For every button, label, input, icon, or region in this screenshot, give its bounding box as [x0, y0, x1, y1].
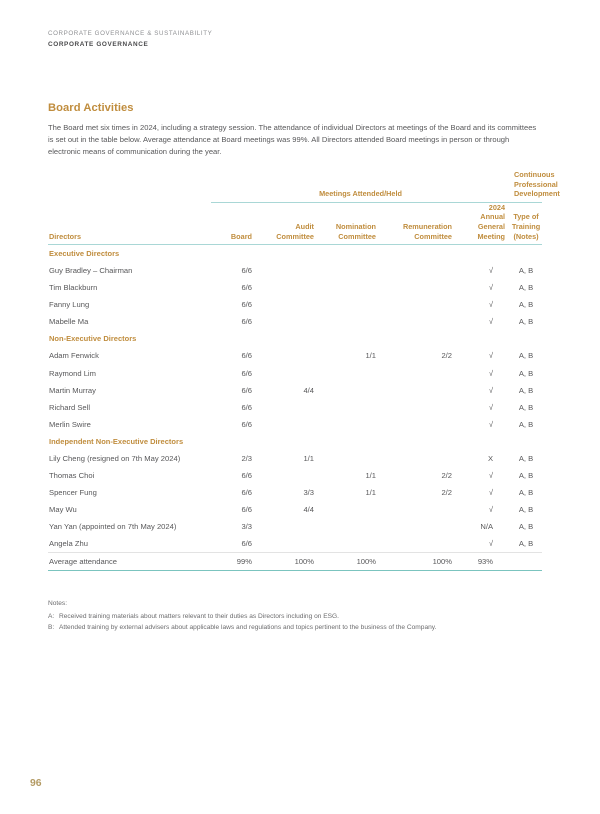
cell-remuneration-committee: 2/2	[441, 470, 452, 480]
cell-annual-general-meeting	[457, 245, 510, 263]
cell-type-of-training	[510, 330, 542, 347]
cell-type-of-training: A, B	[518, 470, 534, 480]
spanner-blank	[48, 170, 211, 202]
cell-type-of-training: A, B	[518, 504, 534, 514]
cell-annual-general-meeting: √	[488, 266, 494, 276]
cell-annual-general-meeting: √	[488, 351, 494, 361]
cell-annual-general-meeting: √	[488, 317, 494, 327]
spanner-continuous-professional-development	[510, 170, 560, 202]
cell-nomination-committee	[319, 296, 381, 313]
cell-audit-committee: 4/4	[303, 504, 314, 514]
cell-audit-committee	[257, 347, 319, 364]
cell-type-of-training: A, B	[518, 283, 534, 293]
cell-remuneration-committee	[381, 330, 457, 347]
table-row	[48, 484, 542, 501]
table-spanner-row	[48, 170, 542, 202]
cell-board: 6/6	[241, 385, 252, 395]
cell-audit-committee	[257, 313, 319, 330]
cell-board: 99%	[211, 553, 257, 571]
running-head-subsection: CORPORATE GOVERNANCE	[48, 41, 149, 48]
training-header-line-3: (Notes)	[513, 231, 539, 241]
table-body	[48, 245, 542, 570]
training-header-line-2: Training	[511, 221, 541, 231]
table-row	[48, 296, 542, 313]
nomination-header-line-2: Committee	[338, 231, 376, 241]
agm-header-line-3: General	[477, 221, 506, 231]
cell-remuneration-committee	[381, 450, 457, 467]
cell-remuneration-committee	[381, 364, 457, 381]
cell-nomination-committee	[319, 450, 381, 467]
remuneration-header-line-1: Remuneration	[402, 221, 452, 231]
table-bottom-rule	[48, 570, 542, 571]
cell-audit-committee	[257, 262, 319, 279]
director-name: Lily Cheng (resigned on 7th May 2024)	[49, 453, 181, 463]
table-row	[48, 313, 542, 330]
cell-remuneration-committee	[381, 416, 457, 433]
cell-annual-general-meeting: √	[488, 368, 494, 378]
cpd-line-1: Continuous	[514, 170, 555, 179]
cell-board: 6/6	[241, 538, 252, 548]
cell-audit-committee	[257, 518, 319, 535]
cell-annual-general-meeting: X	[487, 453, 494, 463]
notes-block	[48, 598, 542, 634]
table-group-row	[48, 330, 542, 347]
cell-remuneration-committee	[381, 433, 457, 450]
table-row	[48, 347, 542, 364]
cell-remuneration-committee	[381, 279, 457, 296]
cell-board: 6/6	[241, 300, 252, 310]
cell-nomination-committee	[319, 382, 381, 399]
director-name: Angela Zhu	[49, 538, 88, 548]
spanner-meetings-attended-held: Meetings Attended/Held	[211, 170, 510, 202]
cell-nomination-committee	[319, 518, 381, 535]
director-name: Tim Blackburn	[49, 283, 98, 293]
cell-type-of-training: A, B	[518, 521, 534, 531]
cell-audit-committee	[257, 399, 319, 416]
cpd-line-2: Professional	[514, 179, 558, 189]
cell-annual-general-meeting: √	[488, 300, 494, 310]
board-attendance-table	[48, 170, 560, 570]
cell-nomination-committee	[319, 399, 381, 416]
cell-nomination-committee: 1/1	[365, 351, 376, 361]
notes-list	[48, 611, 542, 634]
cell-remuneration-committee	[381, 262, 457, 279]
agm-header-line-2: Annual	[480, 212, 506, 222]
audit-header-line-2: Committee	[276, 231, 314, 241]
cell-remuneration-committee	[381, 399, 457, 416]
note-item	[48, 622, 542, 634]
cell-remuneration-committee: 2/2	[441, 487, 452, 497]
cell-annual-general-meeting: √	[488, 419, 494, 429]
director-name: Fanny Lung	[49, 300, 90, 310]
cell-remuneration-committee	[381, 313, 457, 330]
cell-annual-general-meeting: √	[488, 487, 494, 497]
cell-board: 6/6	[241, 351, 252, 361]
table-row	[48, 262, 542, 279]
note-key: A:	[48, 612, 55, 620]
cell-audit-committee	[257, 433, 319, 450]
cell-annual-general-meeting	[457, 330, 510, 347]
cell-annual-general-meeting: 93%	[457, 553, 510, 571]
running-head	[48, 29, 528, 50]
cell-board: 6/6	[241, 317, 252, 327]
remuneration-header-line-2: Committee	[414, 231, 452, 241]
cell-annual-general-meeting: √	[488, 538, 494, 548]
cell-type-of-training: A, B	[518, 351, 534, 361]
group-label: Non-Executive Directors	[49, 334, 137, 344]
table-row	[48, 535, 542, 553]
note-key: B:	[48, 624, 55, 632]
cell-board: 6/6	[241, 283, 252, 293]
table-total-row	[48, 553, 542, 571]
cell-type-of-training: A, B	[518, 368, 534, 378]
cell-type-of-training: A, B	[518, 419, 534, 429]
cell-board: 6/6	[241, 419, 252, 429]
cpd-line-3: Development	[514, 189, 560, 199]
cell-nomination-committee	[319, 279, 381, 296]
column-header-audit-committee	[257, 202, 319, 244]
table-group-row	[48, 245, 542, 263]
cell-type-of-training	[510, 245, 542, 263]
column-header-nomination-committee	[319, 202, 381, 244]
table-row	[48, 364, 542, 381]
notes-title: Notes:	[48, 600, 68, 607]
cell-annual-general-meeting: √	[488, 504, 494, 514]
cell-audit-committee: 100%	[257, 553, 319, 571]
table-row	[48, 450, 542, 467]
cell-nomination-committee	[319, 364, 381, 381]
page-title: Board Activities	[48, 102, 134, 114]
column-header-remuneration-committee	[381, 202, 457, 244]
cell-audit-committee: 4/4	[303, 385, 314, 395]
cell-audit-committee	[257, 245, 319, 263]
cell-audit-committee	[257, 330, 319, 347]
cell-nomination-committee	[319, 245, 381, 263]
cell-board	[211, 433, 257, 450]
note-text: Attended training by external advisers about applicable laws and regulations and topics pertinent to the business of the Company.	[59, 624, 437, 632]
cell-audit-committee	[257, 467, 319, 484]
column-header-board: Board	[211, 202, 257, 244]
cell-board: 3/3	[241, 521, 252, 531]
table-header-row	[48, 202, 542, 244]
cell-board: 6/6	[241, 402, 252, 412]
training-header-line-1: Type of	[513, 212, 539, 222]
cell-type-of-training: A, B	[518, 402, 534, 412]
cell-board	[211, 245, 257, 263]
nomination-header-line-1: Nomination	[335, 221, 376, 231]
column-header-directors: Directors	[48, 202, 211, 244]
cell-type-of-training: A, B	[518, 538, 534, 548]
cell-audit-committee	[257, 279, 319, 296]
cell-annual-general-meeting	[457, 433, 510, 450]
page-number: 96	[30, 778, 42, 789]
note-text: Received training materials about matters relevant to their duties as Directors including on ESG.	[59, 612, 340, 620]
cell-nomination-committee	[319, 501, 381, 518]
cell-remuneration-committee	[381, 501, 457, 518]
cell-board: 6/6	[241, 368, 252, 378]
cell-nomination-committee	[319, 330, 381, 347]
cell-audit-committee: 1/1	[303, 453, 314, 463]
cell-type-of-training: A, B	[518, 487, 534, 497]
column-header-annual-general-meeting	[457, 202, 510, 244]
column-header-type-of-training	[510, 202, 542, 244]
cell-type-of-training: A, B	[518, 453, 534, 463]
table-row	[48, 382, 542, 399]
cell-type-of-training	[510, 553, 542, 571]
cell-annual-general-meeting: N/A	[480, 521, 494, 531]
cell-audit-committee	[257, 416, 319, 433]
table-row	[48, 518, 542, 535]
director-name: May Wu	[49, 504, 77, 514]
audit-header-line-1: Audit	[295, 221, 314, 231]
cell-remuneration-committee	[381, 535, 457, 553]
running-head-section: CORPORATE GOVERNANCE & SUSTAINABILITY	[48, 30, 213, 37]
cell-nomination-committee	[319, 535, 381, 553]
cell-nomination-committee: 1/1	[365, 487, 376, 497]
board-attendance-table-wrapper	[48, 170, 560, 571]
cell-remuneration-committee: 2/2	[441, 351, 452, 361]
cell-remuneration-committee	[381, 245, 457, 263]
table-group-row	[48, 433, 542, 450]
cell-remuneration-committee	[381, 518, 457, 535]
cell-board: 2/3	[241, 453, 252, 463]
cell-board: 6/6	[241, 487, 252, 497]
cell-annual-general-meeting: √	[488, 470, 494, 480]
cell-nomination-committee	[319, 433, 381, 450]
cell-remuneration-committee	[381, 296, 457, 313]
director-name: Raymond Lim	[49, 368, 96, 378]
group-label: Independent Non-Executive Directors	[49, 436, 184, 446]
cell-annual-general-meeting: √	[488, 283, 494, 293]
agm-header-line-4: Meeting	[477, 231, 506, 241]
table-row	[48, 399, 542, 416]
table-row	[48, 279, 542, 296]
cell-type-of-training: A, B	[518, 385, 534, 395]
note-item	[48, 611, 542, 623]
cell-board	[211, 330, 257, 347]
director-name: Spencer Fung	[49, 487, 97, 497]
cell-annual-general-meeting: √	[488, 402, 494, 412]
director-name: Mabelle Ma	[49, 317, 89, 327]
cell-nomination-committee: 100%	[319, 553, 381, 571]
director-name: Adam Fenwick	[49, 351, 99, 361]
cell-board: 6/6	[241, 470, 252, 480]
cell-type-of-training: A, B	[518, 317, 534, 327]
cell-nomination-committee: 1/1	[365, 470, 376, 480]
cell-remuneration-committee	[381, 382, 457, 399]
cell-nomination-committee	[319, 416, 381, 433]
table-row	[48, 501, 542, 518]
cell-annual-general-meeting: √	[488, 385, 494, 395]
agm-header-line-1: 2024	[488, 202, 506, 212]
director-name: Guy Bradley – Chairman	[49, 266, 133, 276]
cell-type-of-training: A, B	[518, 300, 534, 310]
table-row	[48, 416, 542, 433]
cell-board: 6/6	[241, 266, 252, 276]
director-name: Richard Sell	[49, 402, 91, 412]
cell-remuneration-committee: 100%	[381, 553, 457, 571]
cell-audit-committee	[257, 535, 319, 553]
cell-type-of-training: A, B	[518, 266, 534, 276]
table-row	[48, 467, 542, 484]
director-name: Merlin Swire	[49, 419, 91, 429]
cell-board: 6/6	[241, 504, 252, 514]
intro-paragraph: The Board met six times in 2024, including a strategy session. The attendance of individual Directors at meetings of the Board and its committees is set out in the table below. Average attendance at Board meetings was 99%. All Directors attended Board meetings in person or through electronic means of communication during the year.	[48, 123, 537, 157]
director-name: Average attendance	[48, 553, 211, 571]
director-name: Martin Murray	[49, 385, 96, 395]
cell-audit-committee	[257, 296, 319, 313]
cell-nomination-committee	[319, 313, 381, 330]
group-label: Executive Directors	[49, 249, 120, 259]
cell-audit-committee	[257, 364, 319, 381]
cell-type-of-training	[510, 433, 542, 450]
cell-audit-committee: 3/3	[303, 487, 314, 497]
director-name: Yan Yan (appointed on 7th May 2024)	[49, 521, 177, 531]
director-name: Thomas Choi	[49, 470, 95, 480]
cell-nomination-committee	[319, 262, 381, 279]
